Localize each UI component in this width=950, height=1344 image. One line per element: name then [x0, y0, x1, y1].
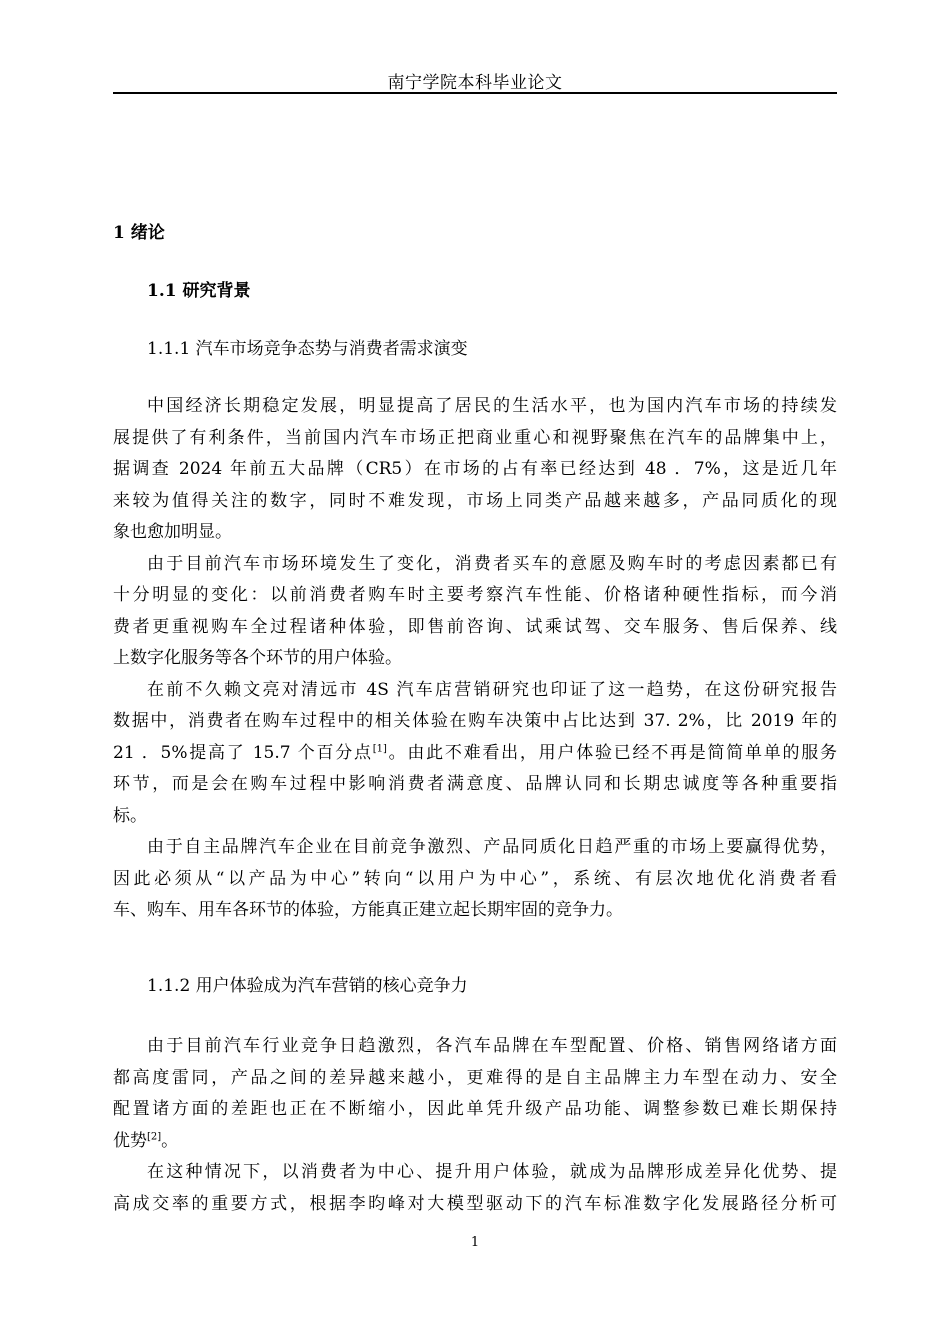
text-line: 环节，而是会在购车过程中影响消费者满意度、品牌认同和长期忠诚度等各种重要指 — [113, 774, 837, 794]
citation-marker: [2] — [147, 1130, 162, 1142]
paragraph — [113, 549, 837, 675]
text-line: 标。 — [113, 805, 147, 826]
paragraph — [113, 832, 837, 927]
text-line: 中国经济长期稳定发展，明显提高了居民的生活水平，也为国内汽车市场的持续发 — [147, 396, 837, 416]
text-span: 21 ．5%提高了 15.7 个百分点 — [113, 742, 373, 763]
section-heading: 1.1 研究背景 — [147, 281, 251, 301]
text-line: 数据中，消费者在购车过程中的相关体验在购车决策中占比达到 37. 2%，比 2019 年的 — [113, 711, 837, 731]
paragraph — [113, 391, 837, 549]
text-line-with-citation — [113, 738, 837, 770]
body-text-block-2 — [113, 1031, 837, 1220]
text-line: 都高度雷同，产品之间的差异越来越小，更难得的是自主品牌主力车型在动力、安全 — [113, 1067, 837, 1088]
text-line: 象也愈加明显。 — [113, 522, 232, 542]
text-line: 由于自主品牌汽车企业在目前竞争激烈、产品同质化日趋严重的市场上要赢得优势， — [147, 837, 837, 857]
text-line: 由于目前汽车行业竞争日趋激烈，各汽车品牌在车型配置、价格、销售网络诸方面 — [147, 1036, 837, 1056]
text-span: 。 — [161, 1130, 179, 1151]
text-line: 来较为值得关注的数字，同时不难发现，市场上同类产品越来越多，产品同质化的现 — [113, 490, 837, 511]
text-span: 。由此不难看出，用户体验已经不再是简简单单的服务 — [386, 742, 837, 763]
body-text-block-1 — [113, 391, 837, 927]
paragraph — [113, 675, 837, 833]
paragraph — [113, 1031, 837, 1157]
text-line: 配置诸方面的差距也正在不断缩小，因此单凭升级产品功能、调整参数已难长期保持 — [113, 1099, 837, 1119]
page-number: 1 — [470, 1235, 480, 1250]
running-header: 南宁学院本科毕业论文 — [387, 73, 563, 93]
text-line: 高成交率的重要方式，根据李昀峰对大模型驱动下的汽车标准数字化发展路径分析可 — [113, 1193, 837, 1214]
text-line: 上数字化服务等各个环节的用户体验。 — [113, 648, 402, 668]
text-line: 据调查 2024 年前五大品牌（CR5）在市场的占有率已经达到 48 ．7%，这是近几年 — [113, 459, 837, 479]
chapter-heading: 1 绪论 — [113, 223, 165, 243]
text-line: 在前不久赖文亮对清远市 4S 汽车店营销研究也印证了这一趋势，在这份研究报告 — [147, 679, 837, 700]
paragraph — [113, 1157, 837, 1220]
text-line: 由于目前汽车市场环境发生了变化，消费者买车的意愿及购车时的考虑因素都已有 — [147, 553, 837, 574]
subsection-heading-1: 1.1.1 汽车市场竞争态势与消费者需求演变 — [147, 339, 468, 359]
header-divider — [113, 92, 837, 94]
text-line: 费者更重视购车全过程诸种体验，即售前咨询、试乘试驾、交车服务、售后保养、线 — [113, 616, 837, 637]
subsection-heading-2: 1.1.2 用户体验成为汽车营销的核心竞争力 — [147, 976, 468, 996]
text-line: 展提供了有利条件，当前国内汽车市场正把商业重心和视野聚焦在汽车的品牌集中上， — [113, 427, 837, 448]
text-span: 优势 — [113, 1130, 147, 1151]
text-line: 在这种情况下，以消费者为中心、提升用户体验，就成为品牌形成差异化优势、提 — [147, 1162, 837, 1182]
text-line-with-citation — [113, 1126, 837, 1158]
text-line: 因此必须从“以产品为中心”转向“以用户为中心”，系统、有层次地优化消费者看 — [113, 868, 837, 889]
citation-marker: [1] — [372, 742, 387, 754]
text-line: 车、购车、用车各环节的体验，方能真正建立起长期牢固的竞争力。 — [113, 900, 623, 920]
text-line: 十分明显的变化：以前消费者购车时主要考察汽车性能、价格诸种硬性指标，而今消 — [113, 585, 837, 605]
